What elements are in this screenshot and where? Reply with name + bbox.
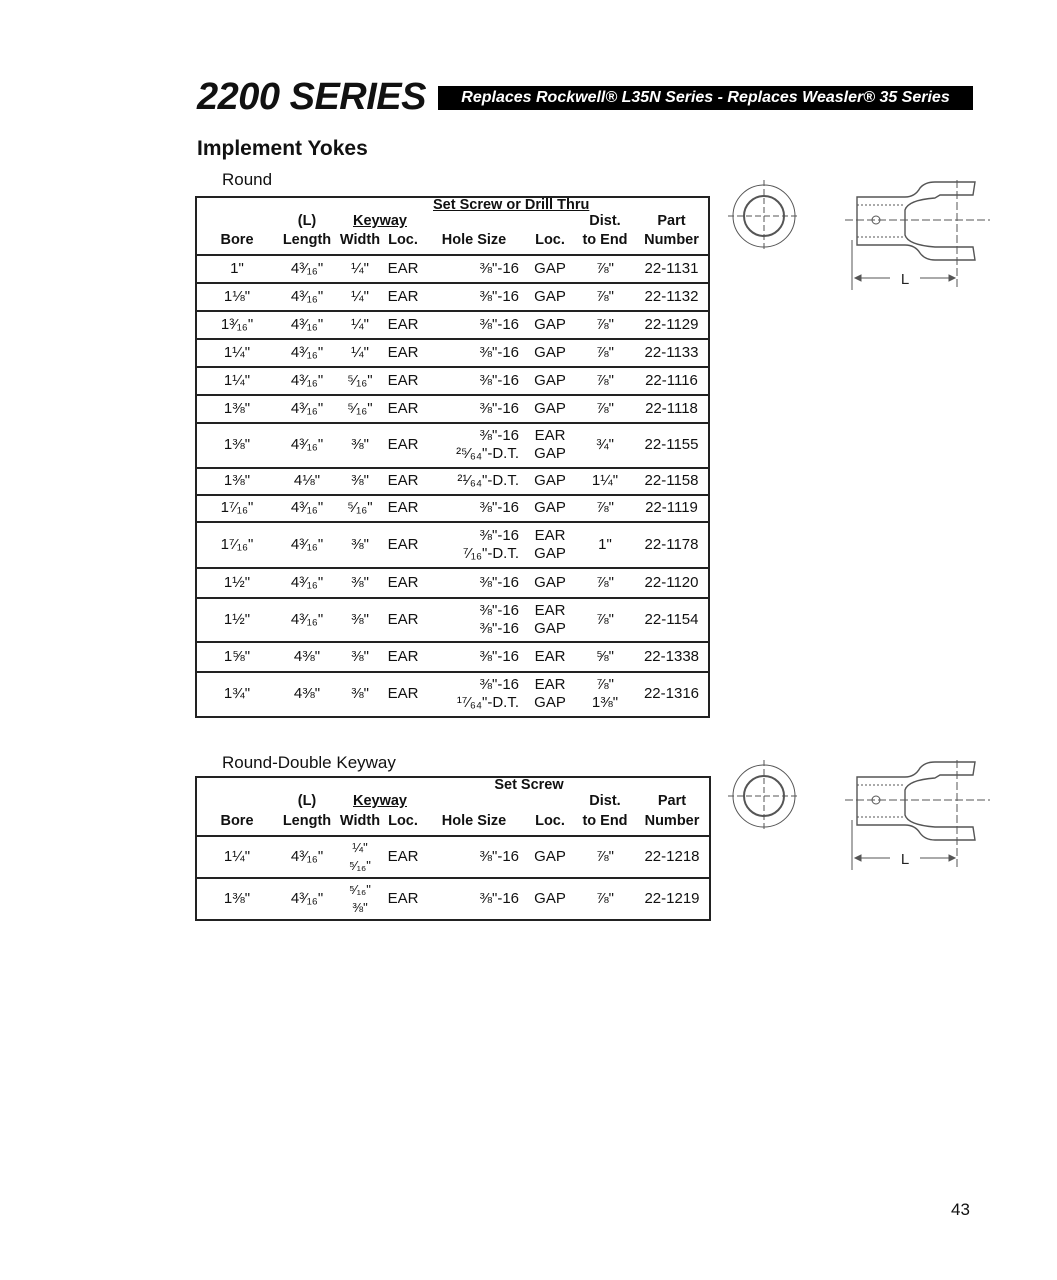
hole-loc-cell: GAP	[534, 343, 566, 361]
table-row	[196, 672, 709, 717]
part-header: Number	[644, 232, 699, 248]
dist-header: to End	[582, 232, 628, 248]
set-screw-group-header: Set Screw or Drill Thru	[433, 197, 590, 213]
table-row	[196, 568, 709, 598]
table-row	[196, 395, 709, 423]
hole-size-cell: ⅜"-16	[479, 259, 519, 277]
keyway-loc-cell: EAR	[387, 647, 419, 665]
keyway-width-cell: ⁵⁄₁₆"	[349, 881, 371, 897]
bore-cell: 1½"	[223, 610, 251, 628]
length-cell: 4⅜"	[293, 647, 321, 665]
table-row	[196, 836, 710, 878]
replaces-banner: Replaces Rockwell® L35N Series - Replaces Weasler® 35 Series	[438, 86, 973, 110]
hole-loc-header: Loc.	[535, 232, 565, 248]
part-number-cell: 22-1154	[644, 610, 699, 628]
table-row	[196, 255, 709, 283]
part-number-cell: 22-1116	[645, 371, 698, 389]
series-title: 2200 SERIES	[197, 76, 426, 118]
dist-cell: ⅞"	[596, 889, 614, 907]
hole-size-cell: ⅜"-16	[479, 526, 519, 544]
hole-size-cell: ⅜"-16	[479, 399, 519, 417]
hole-size-cell: ⅜"-16	[479, 343, 519, 361]
hole-size-cell: ¹⁷⁄₆₄"-D.T.	[456, 694, 519, 711]
length-cell: 4³⁄₁₆"	[290, 889, 324, 907]
length-header: Length	[282, 232, 332, 248]
part-number-cell: 22-1118	[645, 399, 698, 417]
length-header: Length	[282, 813, 332, 829]
keyway-width-cell: ⅜"	[351, 436, 369, 453]
length-cell: 4³⁄₁₆"	[290, 315, 324, 333]
keyway-width-cell: ⁵⁄₁₆"	[349, 857, 371, 873]
bore-cell: 1¾"	[223, 685, 251, 702]
keyway-loc-cell: EAR	[387, 371, 419, 389]
keyway-loc-cell: EAR	[387, 472, 419, 489]
keyway-loc-cell: EAR	[387, 436, 419, 453]
bore-cell: 1¼"	[223, 371, 251, 389]
dist-cell: ⅞"	[596, 287, 614, 305]
length-cell: 4⅜"	[293, 685, 321, 702]
hole-size-cell: ⅜"-16	[479, 315, 519, 333]
bore-cell: 1¼"	[223, 343, 251, 361]
hole-size-cell: ⅜"-16	[479, 889, 519, 907]
double-keyway-yoke-drawing	[725, 760, 995, 870]
length-dimension-label: L	[900, 271, 910, 288]
part-number-cell: 22-1316	[643, 685, 700, 702]
keyway-width-cell: ⅜"	[351, 535, 369, 553]
hole-size-cell: ⅜"-16	[479, 287, 519, 305]
keyway-width-cell: ¼"	[351, 343, 369, 361]
keyway-width-cell: ¼"	[351, 315, 369, 333]
double-keyway-subtitle: Round-Double Keyway	[222, 753, 396, 772]
dist-cell: 1¼"	[591, 472, 619, 489]
part-number-cell: 22-1133	[644, 343, 699, 361]
dist-cell: ⅞"	[596, 676, 614, 693]
hole-size-cell: ⅜"-16	[479, 573, 519, 591]
hole-loc-cell: EAR	[534, 526, 566, 544]
hole-loc-cell: GAP	[534, 573, 566, 591]
hole-loc-cell: GAP	[534, 445, 566, 462]
length-cell: 4³⁄₁₆"	[290, 399, 324, 417]
table-row	[196, 339, 709, 367]
bore-cell: 1⅜"	[223, 472, 251, 489]
bore-cell: 1⅜"	[223, 436, 251, 453]
hole-loc-cell: EAR	[534, 647, 566, 665]
page-number: 43	[951, 1200, 970, 1219]
keyway-width-cell: ⅜"	[351, 647, 369, 665]
dist-cell: 1"	[598, 535, 612, 553]
round-subtitle: Round	[222, 170, 273, 189]
hole-loc-cell: EAR	[534, 601, 566, 619]
keyway-width-cell: ⅜"	[351, 472, 369, 489]
hole-loc-cell: GAP	[534, 472, 566, 489]
length-cell: 4³⁄₁₆"	[290, 287, 324, 305]
keyway-loc-cell: EAR	[387, 315, 419, 333]
hole-size-cell: ⅜"-16	[479, 601, 519, 619]
keyway-group-header: Keyway	[352, 793, 407, 809]
keyway-loc-cell: EAR	[387, 847, 419, 865]
dist-cell: ⅞"	[596, 371, 614, 389]
length-cell: 4³⁄₁₆"	[290, 573, 324, 591]
length-cell: 4³⁄₁₆"	[290, 847, 324, 865]
keyway-width-cell: ¼"	[351, 287, 369, 305]
part-number-cell: 22-1120	[644, 573, 699, 591]
hole-size-cell: ²⁵⁄₆₄"-D.T.	[456, 445, 519, 462]
keyway-width-cell: ⅜"	[351, 685, 369, 702]
hole-size-cell: ⅜"-16	[479, 499, 519, 516]
hole-size-cell: ²¹⁄₆₄"-D.T.	[457, 472, 519, 489]
hole-size-cell: ⅜"-16	[479, 676, 519, 693]
round-yokes-table	[195, 196, 710, 718]
keyway-width-cell: ¼"	[352, 839, 368, 855]
dist-header-top: Dist.	[589, 793, 621, 809]
length-cell: 4³⁄₁₆"	[290, 535, 324, 553]
keyway-loc-cell: EAR	[387, 499, 419, 516]
hole-size-cell: ⅜"-16	[479, 619, 519, 637]
dist-header-top: Dist.	[589, 213, 621, 229]
table-row	[196, 598, 709, 642]
bore-cell: 1⁷⁄₁₆"	[220, 499, 254, 516]
keyway-width-cell: ⅜"	[351, 573, 369, 591]
dist-header: to End	[582, 813, 628, 829]
keyway-loc-cell: EAR	[387, 573, 419, 591]
keyway-width-header: Width	[339, 813, 381, 829]
part-number-cell: 22-1158	[644, 472, 699, 489]
part-header: Number	[644, 813, 700, 829]
hole-size-cell: ⁷⁄₁₆"-D.T.	[462, 544, 519, 562]
bore-cell: 1⅜"	[223, 889, 251, 907]
keyway-loc-cell: EAR	[387, 610, 419, 628]
length-cell: 4³⁄₁₆"	[290, 371, 324, 389]
dist-cell: ⅞"	[596, 847, 614, 865]
dist-cell: ¾"	[596, 436, 614, 453]
part-header-top: Part	[657, 793, 687, 809]
table-row	[196, 878, 710, 920]
hole-size-cell: ⅜"-16	[479, 847, 519, 865]
table-row	[196, 423, 709, 468]
dist-cell: ⅞"	[596, 259, 614, 277]
length-dimension-label: L	[900, 851, 910, 868]
bore-header: Bore	[220, 232, 254, 248]
keyway-loc-cell: EAR	[387, 287, 419, 305]
part-number-cell: 22-1132	[644, 287, 699, 305]
table-row	[196, 468, 709, 495]
part-number-cell: 22-1155	[644, 436, 699, 453]
part-number-cell: 22-1129	[644, 315, 699, 333]
keyway-width-cell: ⁵⁄₁₆"	[347, 399, 373, 417]
hole-size-cell: ⅜"-16	[479, 371, 519, 389]
hole-loc-cell: GAP	[534, 847, 566, 865]
table-row	[196, 311, 709, 339]
hole-loc-cell: GAP	[534, 499, 566, 516]
hole-size-cell: ⅜"-16	[479, 427, 519, 444]
hole-loc-cell: GAP	[534, 694, 566, 711]
hole-size-header: Hole Size	[441, 813, 507, 829]
part-header-top: Part	[657, 213, 686, 229]
hole-loc-cell: GAP	[534, 544, 566, 562]
bore-cell: 1"	[230, 259, 244, 277]
bore-cell: 1⅜"	[223, 399, 251, 417]
double-keyway-yokes-table	[195, 776, 711, 921]
table-row	[196, 283, 709, 311]
bore-cell: 1³⁄₁₆"	[220, 315, 254, 333]
part-number-cell: 22-1131	[644, 259, 699, 277]
hole-loc-cell: GAP	[534, 399, 566, 417]
set-screw-group-header: Set Screw	[480, 776, 577, 793]
keyway-loc-cell: EAR	[387, 343, 419, 361]
keyway-loc-cell: EAR	[387, 889, 419, 907]
dist-cell: ⅞"	[596, 573, 614, 591]
bore-header: Bore	[220, 813, 254, 829]
table-row	[196, 522, 709, 568]
length-header-top: (L)	[297, 213, 317, 229]
dist-cell: ⅞"	[596, 399, 614, 417]
hole-size-cell: ⅜"-16	[479, 647, 519, 665]
keyway-width-cell: ¼"	[351, 259, 369, 277]
bore-cell: 1⅛"	[223, 287, 251, 305]
dist-cell: 1⅜"	[591, 694, 619, 711]
part-number-cell: 22-1219	[644, 889, 700, 907]
keyway-loc-cell: EAR	[387, 259, 419, 277]
keyway-loc-cell: EAR	[387, 399, 419, 417]
length-header-top: (L)	[297, 793, 317, 809]
part-number-cell: 22-1218	[644, 847, 700, 865]
hole-loc-header: Loc.	[535, 813, 565, 829]
part-number-cell: 22-1338	[643, 647, 700, 665]
keyway-width-header: Width	[339, 232, 381, 248]
keyway-width-cell: ⅜"	[352, 899, 368, 915]
length-cell: 4³⁄₁₆"	[290, 259, 324, 277]
dist-cell: ⅞"	[596, 499, 614, 516]
round-yoke-drawing	[725, 180, 995, 290]
length-cell: 4³⁄₁₆"	[290, 343, 324, 361]
bore-cell: 1½"	[223, 573, 251, 591]
keyway-loc-cell: EAR	[387, 685, 419, 702]
hole-loc-cell: GAP	[534, 315, 566, 333]
hole-loc-cell: GAP	[534, 889, 566, 907]
length-cell: 4³⁄₁₆"	[290, 610, 324, 628]
part-number-cell: 22-1178	[644, 535, 699, 553]
dist-cell: ⅝"	[596, 647, 614, 665]
keyway-loc-header: Loc.	[388, 813, 418, 829]
keyway-width-cell: ⁵⁄₁₆"	[347, 499, 373, 516]
length-cell: 4⅛"	[293, 472, 321, 489]
dist-cell: ⅞"	[596, 315, 614, 333]
dist-cell: ⅞"	[596, 343, 614, 361]
keyway-width-cell: ⁵⁄₁₆"	[347, 371, 373, 389]
keyway-width-cell: ⅜"	[351, 610, 369, 628]
bore-cell: 1⅝"	[223, 647, 251, 665]
hole-loc-cell: GAP	[534, 371, 566, 389]
keyway-loc-header: Loc.	[388, 232, 418, 248]
hole-loc-cell: GAP	[534, 619, 566, 637]
keyway-group-header: Keyway	[352, 213, 407, 229]
hole-loc-cell: EAR	[534, 427, 566, 444]
table-row	[196, 642, 709, 672]
bore-cell: 1¼"	[223, 847, 251, 865]
hole-loc-cell: GAP	[534, 259, 566, 277]
section-title: Implement Yokes	[197, 137, 368, 160]
hole-loc-cell: GAP	[534, 287, 566, 305]
dist-cell: ⅞"	[596, 610, 614, 628]
table-row	[196, 495, 709, 522]
length-cell: 4³⁄₁₆"	[290, 499, 324, 516]
hole-size-header: Hole Size	[441, 232, 507, 248]
table-row	[196, 367, 709, 395]
part-number-cell: 22-1119	[645, 499, 698, 516]
length-cell: 4³⁄₁₆"	[290, 436, 324, 453]
hole-loc-cell: EAR	[534, 676, 566, 693]
keyway-loc-cell: EAR	[387, 535, 419, 553]
bore-cell: 1⁷⁄₁₆"	[220, 535, 254, 553]
